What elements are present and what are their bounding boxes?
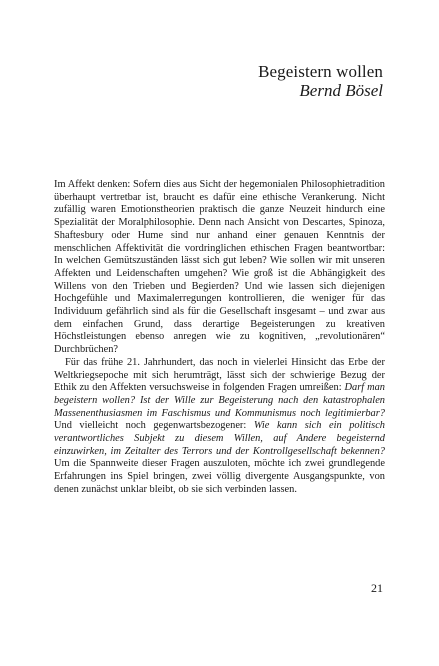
paragraph-text: Um die Spannweite dieser Fragen auszuloten, möchte ich zwei grundlegende Erfahrungen ins Spiel bringen, zwei völlig divergente Ausgangspunkte, von denen zunächst unklar bleibt, ob sie sich verbinden lassen. xyxy=(54,458,385,495)
paragraph-question-italic: Darf man begeistern wollen? Ist der Wille zur Begeisterung nach den katastrophalen Massenenthusiasmen im Faschismus und Kommunismus noch legitimierbar? xyxy=(54,382,385,419)
paragraph-question-italic: Wie kann sich ein politisch verantwortliches Subjekt zu diesem Willen, auf Andere begeisternd einzuwirken, im Zeitalter des Terrors und der Kontrollgesellschaft bekennen? xyxy=(54,420,385,457)
paragraph-text: Für das frühe 21. Jahrhundert, das noch in vielerlei Hinsicht das Erbe der Weltkriegsepoche mit sich herumträgt, lässt sich der schwierige Bezug der Ethik zu den Affekten versuchsweise in folgenden Fragen umreißen: xyxy=(54,356,385,394)
paragraph xyxy=(54,357,385,497)
body-text xyxy=(54,179,385,497)
chapter-author: Bernd Bösel xyxy=(299,81,383,100)
chapter-title: Begeistern wollen xyxy=(258,62,383,81)
paragraph-text: Und vielleicht noch gegenwartsbezogener: xyxy=(54,420,254,432)
paragraph-text: Im Affekt denken: Sofern dies aus Sicht der hegemonialen Philosophietradition überhaupt vertretbar ist, braucht es dafür eine ethische Verankerung. Nicht zufällig waren Emotionstheorien praktisch die ganze Neuzeit hindurch eine Spezialität der Moralphilosophie. Denn nach Ansicht von Descartes, Spinoza, Shaftesbury oder Hume sind nur anhand einer genauen Kenntnis der menschlichen Affektivität die vordringlichen ethischen Fragen beantwortbar: In welchen Gemütszuständen lässt sich gut leben? Wie sollen wir mit unseren Affekten und Leidenschaften umgehen? Wie groß ist die Abhängigkeit des Willens von den Trieben und Begierden? Und wie lassen sich diejenigen Hochgefühle und Maximalerregungen kontrollieren, die weniger für das Individuum gefährlich sind als für die Gesellschaft insgesamt – und zwar aus dem einfachen Grund, dass derartige Begeisterungen zu kreativen Höchstleistungen ebenso anregen wie zu kognitiven, „revolutionären“ Durchbrüchen? xyxy=(54,179,385,356)
paragraph xyxy=(54,179,385,357)
page-number: 21 xyxy=(371,581,383,595)
chapter-heading xyxy=(258,62,383,100)
